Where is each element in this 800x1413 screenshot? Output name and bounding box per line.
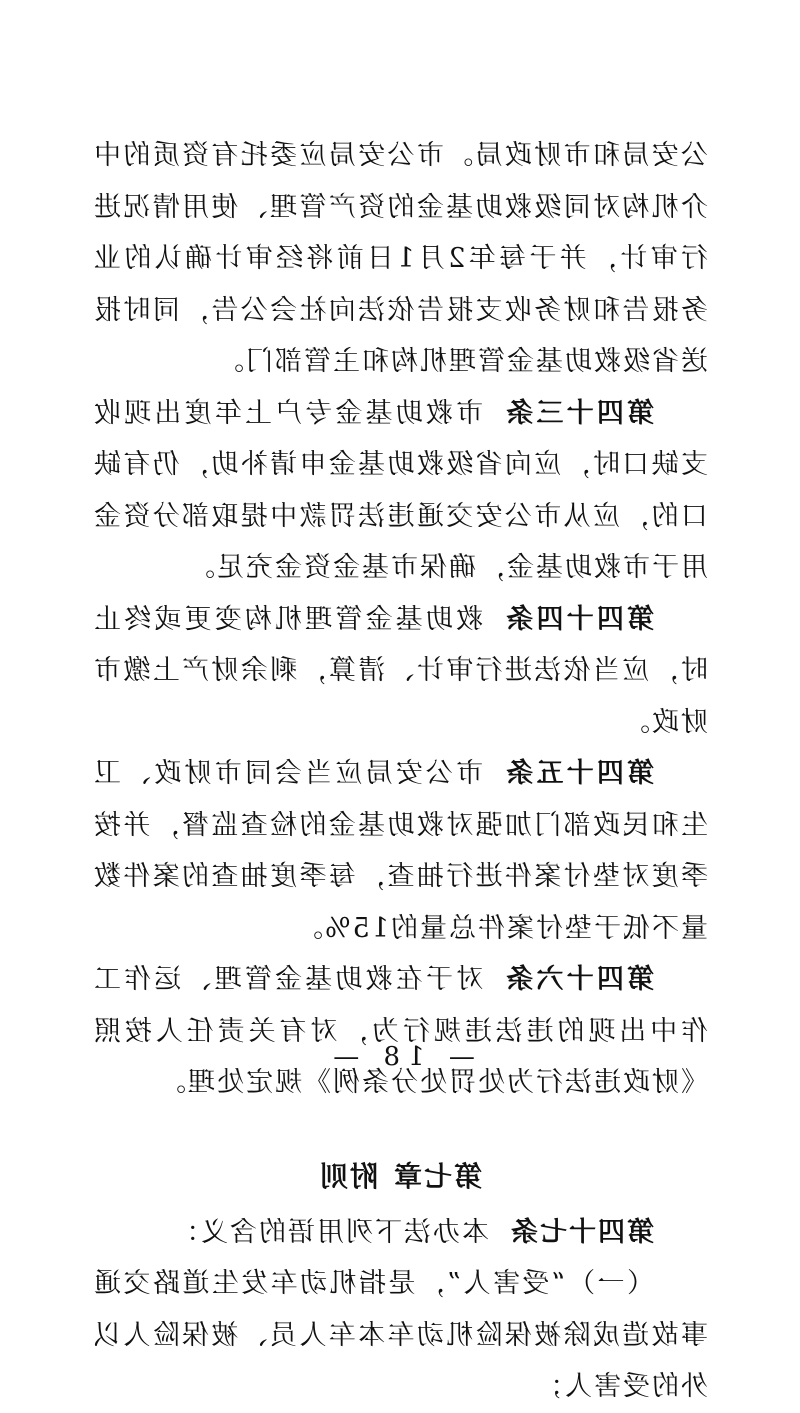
chapter-title: 附则 [317,1159,378,1193]
article-text: 救助基金管理机构变更或终止时，应当依法进行审计、清算，剩余财产上缴市财政。 [91,603,708,738]
article-47 [92,1207,708,1259]
article-text: 市公安局应当会同市财政、卫生和民政部门加强对救助基金的检查监督，并按季度对垫付案件进行抽查，每季度抽查的案件数量不低于垫付案件总量的15%。 [91,758,708,944]
document-body [92,130,708,1413]
article-text: 市救助基金专户上年度出现收支缺口时，应向省级救助基金申请补助，仍有缺口的，应从市公安交通违法罚款中提取部分资金用于市救助基金，确保市基金资金充足。 [91,397,708,583]
page-number: — 18 — [325,1042,475,1072]
article-number: 第四十六条 [503,964,654,995]
article-text: 本办法下列用语的含义： [170,1216,489,1248]
article-43 [92,388,708,594]
paragraph-continuation [92,130,708,388]
definition-item [92,1258,708,1413]
article-number: 第四十三条 [503,397,654,429]
article-number: 第四十七条 [509,1216,654,1248]
article-45 [92,748,708,954]
article-44 [92,594,708,749]
chapter-number: 第七章 [392,1159,483,1193]
article-number: 第四十四条 [503,603,654,635]
definition-text: （一）“受害人”，是指机动车发生道路交通事故造成除被保险机动车本车人员、被保险人以外的受害人； [92,1268,708,1402]
chapter-heading [92,1155,708,1199]
article-text: 对于在救助基金管理、运作工作中出现的违法违规行为，对有关责任人按照《财政违法行为处罚处分条例》规定处理。 [91,964,708,1098]
paragraph-text: 公安局和市财政局。市公安局应委托有资质的中介机构对同级救助基金的资产管理、使用情况进行审计，并于每年2月1日前将经审计确认的业务报告和财务收支报告依法向社会公告，同时报送省级救助基金管理机构和主管部门。 [92,140,708,377]
article-46 [92,954,708,1109]
article-number: 第四十五条 [503,758,654,789]
